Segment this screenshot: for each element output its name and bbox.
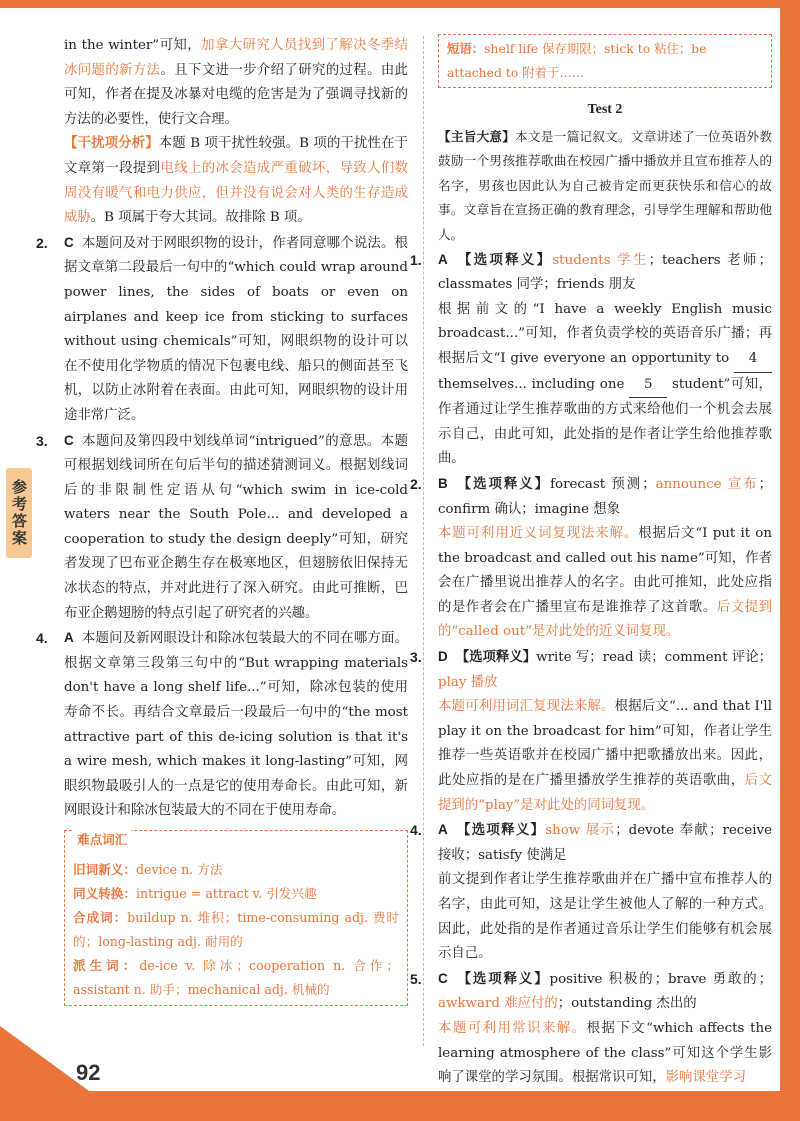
bottom-corner-decoration [0,1026,130,1121]
phrases-box: 短语：shelf life 保存期限；stick to 粘住；be attached to 附着于…… [438,34,772,88]
blank-5: 5 [629,373,667,399]
question-2-explanation: 本题可利用近义词复现法来解。根据后文“I put it on the broadcast and called out his name”可知，作者会在广播里说出推荐人的名字。由此可推知，此处应指的是作者会在广播里宣布是谁推荐了这首歌。后文提到的“called out”是对此处的近义词复现。 [438,526,773,640]
blank-4: 4 [734,347,772,373]
question-3-explanation: 本题可利用词汇复现法来解。根据后文“... and that I'll play it on the broadcast for him”可知，作者让学生推荐一些英语歌并在校园广播中把歌播放出来。因此，此处应指的是在广播里播放学生推荐的英语歌曲，后文提到的“play”是对此处的同词复现。 [438,699,773,813]
question-2-right: 2. B 【选项释义】forecast 预测；announce 宣布；confirm 确认；imagine 想象 [410,475,773,517]
vocab-box-title: 难点词汇 [73,828,131,852]
question-4-right: 4. A 【选项释义】show 展示；devote 奉献；receive 接收；satisfy 使满足 [410,822,772,863]
question-4-explanation: 前文提到作者让学生推荐歌曲并在广播中宣布推荐人的名字，由此可知，这是让学生被他人了解的一种方式。因此，此处指的是作者通过音乐让学生们能够有机会展示自己。 [438,872,772,962]
vocab-row-3: 合成词：buildup n. 堆积；time-consuming adj. 费时的；long-lasting adj. 耐用的 [73,910,399,949]
question-2: 2. C 本题问及对于网眼织物的设计，作者同意哪个说法。根据文章第二段最后一句中的“which could wrap around power lines, the sides of boats or even on airplanes and keep ice from sticking to surfaces without using chemicals”可知，网眼织物的设计可以在不使用化学物质的情况下包裹电线、船只的侧面甚至飞机，以防止冰附着在表面。由此可知，网眼织物的设计用途非常广泛。 [36,234,408,423]
question-5-explanation: 本题可利用常识来解。根据下文“which affects the learning atmosphere of the class”可知这个学生影响了课堂的学习氛围。根据常识可知，影响课堂学习 [438,1020,772,1086]
column-divider [423,36,424,1046]
vocab-box [64,830,408,1006]
question-1-explanation: 根据前文的“I have a weekly English music broadcast...”可知，作者负责学校的英语音乐广播；再根据后文“I give everyone an opportunity to 4 themselves... including one 5 student”可知，作者通过让学生推荐歌曲的方式来给他们一个机会去展示自己，由此可知，此处指的是作者让学生给他推荐歌曲。 [438,301,772,467]
question-5-right: 5. C 【选项释义】positive 积极的；brave 勇敢的；awkward 难应付的；outstanding 杰出的 [410,970,772,1012]
page-number: 92 [76,1060,101,1085]
test-title: Test 2 [587,102,623,117]
side-tab-answers: 参考答案 [6,468,32,558]
distractor-analysis: 【干扰项分析】本题 B 项干扰性较强。B 项的干扰性在于文章第一段提到电线上的冰会造成严重破坏，导致人们数周没有暖气和电力供应，但并没有说会对人类的生存造成威胁。B 项属于夸大其词。故排除 B 项。 [64,136,409,226]
left-column [36,34,409,1006]
question-4: 4. A 本题问及新网眼设计和除冰包装最大的不同在哪方面。根据文章第三段第三句中的“But wrapping materials don't have a long shelf life...”可知，除冰包装的使用寿命不长。再结合文章最后一段最后一句中的“the most attractive part of this de-icing solution is that it's a wire mesh, which makes it long-lasting”可知，网眼织物最吸引人的一点是它的使用寿命长。由此可知，新网眼设计和除冰包装最大的不同在于使用寿命。 [36,630,408,819]
vocab-row-2: 同义转换：intrigue = attract v. 引发兴趣 [73,886,317,901]
vocab-row-1: 旧词新义：device n. 方法 [73,862,223,877]
question-3: 3. C 本题问及第四段中划线单词“intrigued”的意思。本题可根据划线词所在句后半句的描述猜测词义。根据划线词后的非限制性定语从句“which swim in ice-cold waters near the South Pole... and developed a cooperation to study the design deeply”可知，研究者发现了巴布亚企鹅生存在极寒地区，但翅膀依旧保持无冰状态的特点，并对此进行了深入研究。由此可推断，巴布亚企鹅翅膀的特点引起了研究者的兴趣。 [36,432,408,621]
top-accent-bar [0,0,800,8]
right-column [410,34,773,1091]
main-idea: 【主旨大意】本文是一篇记叙文。文章讲述了一位英语外教鼓励一个男孩推荐歌曲在校园广播中播放并且宣布推荐人的名字，男孩也因此认为自己被肯定而更获快乐和信心的故事。文章旨在宣扬正确的教育理念，引导学生理解和帮助他人。 [438,128,773,242]
question-1: 1. A 【选项释义】students 学生；teachers 老师；classmates 同学；friends 朋友 [410,251,773,293]
intro-paragraph: in the winter”可知，加拿大研究人员找到了解决冬季结冰问题的新方法。且下文进一步介绍了研究的过程。由此可知，作者在提及冰暴对电缆的危害是为了强调寻找新的方法的必要性，使行文合理。 [64,38,409,127]
right-accent-strip [780,0,800,1121]
vocab-row-4: 派生词：de-ice v. 除冰；cooperation n. 合作；assistant n. 助手；mechanical adj. 机械的 [73,958,399,997]
question-3-right: 3. D 【选项释义】write 写；read 读；comment 评论；play 播放 [410,649,772,690]
